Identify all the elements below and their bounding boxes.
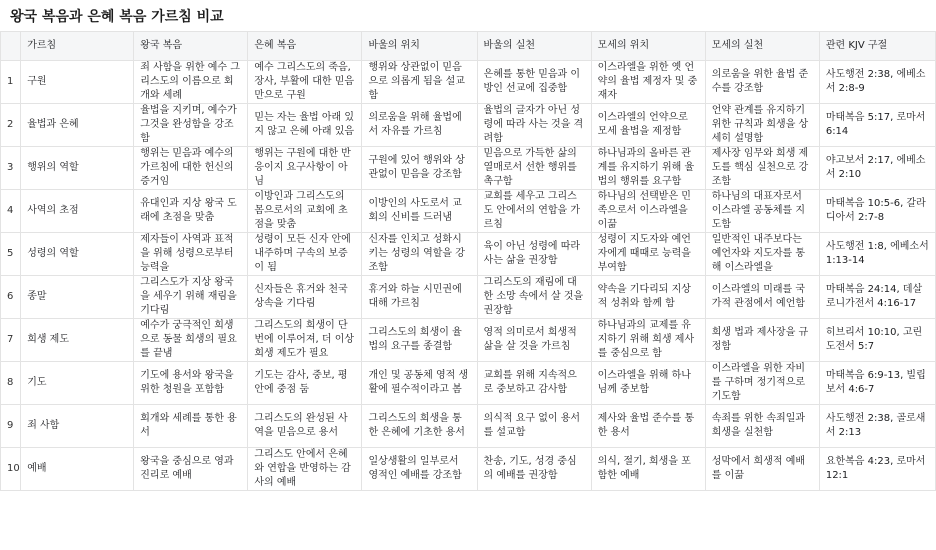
cell-text: 종말 bbox=[27, 291, 47, 302]
cell-text: 하나님의 대표자로서 이스라엘 공동체를 지도함 bbox=[711, 191, 806, 230]
table-row[interactable] bbox=[1, 233, 936, 276]
cell-text: 구원에 있어 행위와 상관없이 믿음을 강조함 bbox=[368, 155, 465, 180]
table-cell[interactable] bbox=[705, 405, 819, 448]
table-cell[interactable] bbox=[248, 448, 362, 491]
table-cell[interactable] bbox=[362, 147, 477, 190]
table-cell[interactable] bbox=[477, 233, 591, 276]
table-cell[interactable] bbox=[591, 319, 705, 362]
cell-text: 의식, 절기, 희생을 포함한 예배 bbox=[597, 456, 691, 481]
table-cell[interactable] bbox=[477, 190, 591, 233]
cell-text: 행위는 믿음과 예수의 가르침에 대한 헌신의 증거임 bbox=[140, 148, 234, 187]
cell-text: 이스라엘을 위해 하나님께 중보함 bbox=[597, 370, 691, 395]
table-row[interactable] bbox=[1, 276, 936, 319]
table-cell[interactable] bbox=[21, 147, 134, 190]
table-cell[interactable] bbox=[819, 233, 935, 276]
table-cell[interactable] bbox=[21, 190, 134, 233]
header-row bbox=[1, 32, 936, 61]
table-cell[interactable] bbox=[477, 319, 591, 362]
table-cell[interactable] bbox=[591, 147, 705, 190]
cell-text: 회개와 세례를 통한 용서 bbox=[140, 413, 237, 438]
table-cell[interactable] bbox=[705, 233, 819, 276]
table-cell[interactable] bbox=[705, 61, 819, 104]
cell-text: 그리스도 안에서 은혜와 연합을 반영하는 감사의 예배 bbox=[254, 449, 351, 488]
table-cell[interactable] bbox=[248, 61, 362, 104]
cell-text: 제자들이 사역과 표적을 위해 성령으로부터 능력을 bbox=[140, 234, 234, 273]
cell-text: 히브리서 10:10, 고린도전서 5:7 bbox=[825, 327, 923, 352]
table-cell[interactable] bbox=[248, 104, 362, 147]
table-cell[interactable] bbox=[21, 233, 134, 276]
row-number: 6 bbox=[1, 276, 21, 319]
table-cell[interactable] bbox=[819, 405, 935, 448]
row-number: 3 bbox=[1, 147, 21, 190]
column-header[interactable]: 바울의 위치 bbox=[362, 32, 477, 61]
cell-text: 믿음으로 가득한 삶의 열매로서 선한 행위를 촉구함 bbox=[483, 148, 577, 187]
table-cell[interactable] bbox=[248, 233, 362, 276]
table-cell[interactable] bbox=[134, 362, 248, 405]
table-cell[interactable] bbox=[362, 104, 477, 147]
cell-text: 의로움을 위해 율법에서 자유를 가르침 bbox=[368, 112, 462, 137]
cell-text: 야고보서 2:17, 에베소서 2:10 bbox=[825, 155, 926, 180]
table-cell[interactable] bbox=[134, 61, 248, 104]
cell-text: 의식적 요구 없이 용서를 설교함 bbox=[483, 413, 581, 438]
page-title: 왕국 복음과 은혜 복음 가르침 비교 bbox=[10, 9, 224, 25]
cell-text: 율법의 글자가 아닌 성령에 따라 사는 것을 격려함 bbox=[483, 105, 584, 144]
cell-text: 이스라엘의 언약으로 모세 율법을 제정함 bbox=[597, 112, 688, 137]
cell-text: 행위는 구원에 대한 반응이지 요구사항이 아님 bbox=[254, 148, 351, 187]
cell-text: 일반적인 내주보다는 예언자와 지도자를 통해 이스라엘을 bbox=[711, 234, 806, 273]
cell-text: 하나님과의 교제를 유지하기 위해 희생 제사를 중심으로 함 bbox=[597, 320, 695, 359]
table-cell[interactable] bbox=[819, 190, 935, 233]
cell-text: 그리스도의 완성된 사역을 믿음으로 용서 bbox=[254, 413, 348, 438]
cell-text: 이스라엘을 위한 자비를 구하며 정기적으로 기도함 bbox=[711, 363, 806, 402]
table-cell[interactable] bbox=[705, 147, 819, 190]
cell-text: 그리스도의 희생이 단번에 이루어져, 더 이상 희생 제도가 필요 bbox=[254, 320, 355, 359]
table-cell[interactable] bbox=[591, 61, 705, 104]
table-row[interactable] bbox=[1, 448, 936, 491]
cell-text: 하나님과의 올바른 관계를 유지하기 위해 율법의 행위를 요구함 bbox=[597, 148, 695, 187]
column-header[interactable]: 관련 KJV 구절 bbox=[819, 32, 935, 61]
cell-text: 이방인과 그리스도의 몸으로서의 교회에 초점을 맞춤 bbox=[254, 191, 348, 230]
table-cell[interactable] bbox=[819, 61, 935, 104]
cell-text: 영적 의미로서 희생적 삶을 살 것을 가르침 bbox=[483, 327, 577, 352]
cell-text: 이스라엘을 위한 옛 언약의 율법 제정자 및 중재자 bbox=[597, 62, 698, 101]
table-cell[interactable] bbox=[705, 190, 819, 233]
table-cell[interactable] bbox=[362, 233, 477, 276]
table-cell[interactable] bbox=[819, 319, 935, 362]
table-cell[interactable] bbox=[591, 104, 705, 147]
cell-text: 찬송, 기도, 성경 중심의 예배를 권장함 bbox=[483, 456, 577, 481]
table-cell[interactable] bbox=[134, 104, 248, 147]
table-cell[interactable] bbox=[477, 405, 591, 448]
cell-text: 이스라엘의 미래를 국가적 관점에서 예언함 bbox=[711, 284, 806, 309]
column-header[interactable]: 가르침 bbox=[21, 32, 134, 61]
table-cell[interactable] bbox=[362, 190, 477, 233]
cell-text: 마태복음 24:14, 데살로니가전서 4:16-17 bbox=[825, 284, 923, 309]
cell-text: 일상생활의 일부로서 영적인 예배를 강조함 bbox=[368, 456, 462, 481]
table-cell[interactable] bbox=[591, 362, 705, 405]
cell-text: 성령의 역할 bbox=[27, 248, 79, 259]
cell-text: 육이 아닌 성령에 따라 사는 삶을 권장함 bbox=[483, 241, 581, 266]
cell-text: 예수 그리스도의 죽음, 장사, 부활에 대한 믿음만으로 구원 bbox=[254, 62, 355, 101]
table-cell[interactable] bbox=[21, 61, 134, 104]
table-cell[interactable] bbox=[591, 448, 705, 491]
cell-text: 성령이 모든 신자 안에 내주하며 구속의 보증이 됨 bbox=[254, 234, 351, 273]
cell-text: 신자들은 휴거와 천국 상속을 기다림 bbox=[254, 284, 348, 309]
table-cell[interactable] bbox=[477, 104, 591, 147]
table-cell[interactable] bbox=[248, 405, 362, 448]
cell-text: 의로움을 위한 율법 준수를 강조함 bbox=[711, 69, 809, 94]
cell-text: 그리스도의 재림에 대한 소망 속에서 살 것을 권장함 bbox=[483, 277, 584, 316]
cell-text: 개인 및 공동체 영적 생활에 필수적이라고 봄 bbox=[368, 370, 469, 395]
table-cell[interactable] bbox=[362, 362, 477, 405]
cell-text: 기도에 용서와 왕국을 위한 청원을 포함함 bbox=[140, 370, 234, 395]
table-cell[interactable] bbox=[705, 104, 819, 147]
table-row[interactable] bbox=[1, 147, 936, 190]
cell-text: 희생 법과 제사장을 규정함 bbox=[711, 327, 809, 352]
table-cell[interactable] bbox=[248, 147, 362, 190]
row-number: 9 bbox=[1, 405, 21, 448]
row-number: 7 bbox=[1, 319, 21, 362]
table-row[interactable] bbox=[1, 190, 936, 233]
table-cell[interactable] bbox=[134, 405, 248, 448]
table-cell[interactable] bbox=[819, 448, 935, 491]
table-cell[interactable] bbox=[477, 147, 591, 190]
cell-text: 구원 bbox=[27, 76, 47, 87]
cell-text: 약속을 기다리되 지상적 성취와 함께 함 bbox=[597, 284, 691, 309]
table-cell[interactable] bbox=[705, 319, 819, 362]
cell-text: 휴거와 하늘 시민권에 대해 가르침 bbox=[368, 284, 462, 309]
cell-text: 왕국을 중심으로 영과 진리로 예배 bbox=[140, 456, 234, 481]
table-cell[interactable] bbox=[134, 319, 248, 362]
cell-text: 사역의 초점 bbox=[27, 205, 79, 216]
cell-text: 속죄를 위한 속죄일과 희생을 실천함 bbox=[711, 413, 806, 438]
cell-text: 율법과 은혜 bbox=[27, 119, 79, 130]
column-header[interactable]: 모세의 위치 bbox=[591, 32, 705, 61]
row-number: 1 bbox=[1, 61, 21, 104]
table-cell[interactable] bbox=[705, 448, 819, 491]
table-cell[interactable] bbox=[477, 362, 591, 405]
table-cell[interactable] bbox=[21, 276, 134, 319]
column-header[interactable]: 바울의 실천 bbox=[477, 32, 591, 61]
cell-text: 제사와 율법 준수를 통한 용서 bbox=[597, 413, 695, 438]
table-cell[interactable] bbox=[134, 448, 248, 491]
cell-text: 행위와 상관없이 믿음으로 의롭게 됨을 설교함 bbox=[368, 62, 465, 101]
table-cell[interactable] bbox=[477, 448, 591, 491]
table-cell[interactable] bbox=[21, 405, 134, 448]
table-cell[interactable] bbox=[134, 233, 248, 276]
cell-text: 죄 사함을 위한 예수 그리스도의 이름으로 회개와 세례 bbox=[140, 62, 240, 101]
cell-text: 언약 관계를 유지하기 위한 규칙과 희생을 상세히 설명함 bbox=[711, 105, 809, 144]
cell-text: 사도행전 1:8, 에베소서 1:13-14 bbox=[825, 241, 929, 266]
comparison-table bbox=[0, 31, 936, 491]
table-cell[interactable] bbox=[248, 319, 362, 362]
table-cell[interactable] bbox=[819, 276, 935, 319]
cell-text: 그리스도의 희생을 통한 은혜에 기초한 용서 bbox=[368, 413, 465, 438]
table-cell[interactable] bbox=[591, 405, 705, 448]
table-cell[interactable] bbox=[362, 405, 477, 448]
row-number: 4 bbox=[1, 190, 21, 233]
table-row[interactable] bbox=[1, 319, 936, 362]
table-cell[interactable] bbox=[362, 61, 477, 104]
table-cell[interactable] bbox=[248, 362, 362, 405]
cell-text: 하나님의 선택받은 민족으로서 이스라엘을 이끎 bbox=[597, 191, 691, 230]
table-row[interactable] bbox=[1, 362, 936, 405]
table-cell[interactable] bbox=[134, 276, 248, 319]
table-cell[interactable] bbox=[705, 362, 819, 405]
table-row[interactable] bbox=[1, 104, 936, 147]
cell-text: 신자를 인치고 성화시키는 성령의 역할을 강조함 bbox=[368, 234, 465, 273]
cell-text: 그리스도의 희생이 율법의 요구를 종결함 bbox=[368, 327, 462, 352]
table-cell[interactable] bbox=[21, 319, 134, 362]
table-cell[interactable] bbox=[591, 276, 705, 319]
row-number: 5 bbox=[1, 233, 21, 276]
cell-text: 기도 bbox=[27, 377, 47, 388]
table-cell[interactable] bbox=[21, 362, 134, 405]
column-header[interactable]: 모세의 실천 bbox=[705, 32, 819, 61]
cell-text: 희생 제도 bbox=[27, 334, 70, 345]
table-cell[interactable] bbox=[21, 104, 134, 147]
table-cell[interactable] bbox=[134, 147, 248, 190]
cell-text: 기도는 감사, 중보, 평안에 중점 둠 bbox=[254, 370, 348, 395]
table-cell[interactable] bbox=[134, 190, 248, 233]
cell-text: 성막에서 희생적 예배를 이끎 bbox=[711, 456, 806, 481]
column-header-index[interactable] bbox=[1, 32, 21, 61]
row-number: 2 bbox=[1, 104, 21, 147]
cell-text: 죄 사함 bbox=[27, 420, 60, 431]
cell-text: 교회를 세우고 그리스도 안에서의 연합을 가르침 bbox=[483, 191, 581, 230]
cell-text: 이방인의 사도로서 교회의 신비를 드러냄 bbox=[368, 198, 462, 223]
table-cell[interactable] bbox=[819, 147, 935, 190]
table-cell[interactable] bbox=[248, 276, 362, 319]
cell-text: 예배 bbox=[27, 463, 47, 474]
table-cell[interactable] bbox=[705, 276, 819, 319]
cell-text: 마태복음 5:17, 로마서 6:14 bbox=[825, 112, 926, 137]
cell-text: 사도행전 2:38, 에베소서 2:8-9 bbox=[825, 69, 926, 94]
cell-text: 마태복음 10:5-6, 갈라디아서 2:7-8 bbox=[825, 198, 926, 223]
column-header[interactable]: 왕국 복음 bbox=[134, 32, 248, 61]
cell-text: 율법을 지키며, 예수가 그것을 완성함을 강조함 bbox=[140, 105, 237, 144]
table-cell[interactable] bbox=[21, 448, 134, 491]
table-cell[interactable] bbox=[477, 61, 591, 104]
table-cell[interactable] bbox=[362, 276, 477, 319]
table-row[interactable] bbox=[1, 61, 936, 104]
column-header[interactable]: 은혜 복음 bbox=[248, 32, 362, 61]
cell-text: 성령이 지도자와 예언자에게 때때로 능력을 부여함 bbox=[597, 234, 691, 273]
table-row[interactable] bbox=[1, 405, 936, 448]
table-cell[interactable] bbox=[819, 104, 935, 147]
table-cell[interactable] bbox=[819, 362, 935, 405]
table-cell[interactable] bbox=[591, 190, 705, 233]
table-cell[interactable] bbox=[362, 319, 477, 362]
cell-text: 제사장 임무와 희생 제도를 핵심 실천으로 강조함 bbox=[711, 148, 809, 187]
cell-text: 사도행전 2:38, 골로새서 2:13 bbox=[825, 413, 926, 438]
cell-text: 믿는 자는 율법 아래 있지 않고 은혜 아래 있음 bbox=[254, 112, 355, 137]
cell-text: 은혜를 통한 믿음과 이방인 선교에 집중함 bbox=[483, 69, 581, 94]
row-number: 10 bbox=[1, 448, 21, 491]
table-cell[interactable] bbox=[477, 276, 591, 319]
cell-text: 마태복음 6:9-13, 빌립보서 4:6-7 bbox=[825, 370, 926, 395]
cell-text: 그리스도가 지상 왕국을 세우기 위해 재림을 기다림 bbox=[140, 277, 237, 316]
table-cell[interactable] bbox=[248, 190, 362, 233]
cell-text: 요한복음 4:23, 로마서 12:1 bbox=[825, 456, 926, 481]
cell-text: 유대인과 지상 왕국 도래에 초점을 맞춤 bbox=[140, 198, 237, 223]
row-number: 8 bbox=[1, 362, 21, 405]
cell-text: 예수가 궁극적인 희생으로 동물 희생의 필요를 끝냄 bbox=[140, 320, 237, 359]
cell-text: 행위의 역할 bbox=[27, 162, 79, 173]
table-cell[interactable] bbox=[362, 448, 477, 491]
cell-text: 교회를 위해 지속적으로 중보하고 감사함 bbox=[483, 370, 577, 395]
table-cell[interactable] bbox=[591, 233, 705, 276]
